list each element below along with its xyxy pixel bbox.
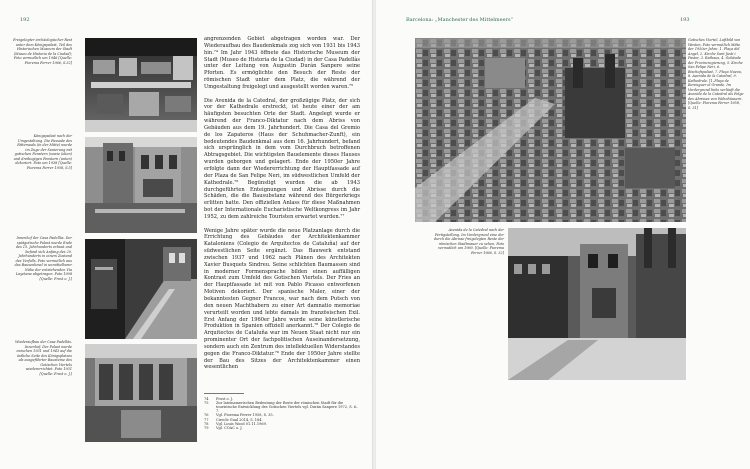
footnote-item: 74 Frost o. J. (204, 396, 234, 401)
caption-avenida: Avenida de la Catedral nach der Fertigstellung. Im Vordergrund eine der durch die Abrisse freigelegten Reste der römischen Stadtmauer zu sehen. Foto vermutlich um 1960. [Quelle: Fiorema Ferrer 1966, S. 32] (434, 228, 504, 255)
photo-reconstruction-courtyard (85, 344, 197, 442)
footnote-item: 78 Vgl. Louis Wood 01.11.1969. (204, 421, 267, 426)
caption-3: Innenhof der Casa Padellàs. Der spätgotische Palast wurde Ende des 15. Jahrhunderts erbaut und befand sich Anfang des 20. Jahrhunderts in einem Zustand des Verfalls. Foto vermutlich aus das Bausenkmal in unmittelbarer Nähe der entstehenden Via Layetana abgetragen. Foto 1908 [Quelle: Frost o. J.] (14, 236, 72, 281)
left-page (0, 0, 374, 469)
caption-aerial: Gotisches Viertel, Luftbild von Westen, Foto vermutlich Mitte der 1950er Jahre. 1. Plaça del Angel, 2. Kirche Sant Justi i Pastor, 3. Rathaus, 4. Gebäude der Provinzregierung, 5. Kirche San Felipe Neri, 6. Bischofspalast, 7. Plaça Nueva, 8. Avenida de la Catedral, 9. Kathedrale. [1–Plaça de Berenguer el Grande. Im Vordergrund links verläuft die Avenida de la Catedral als Folge des Abrisses von Wohnhäusern. [Quelle: Fiorema Ferrer 1958, S. 31] (688, 38, 744, 110)
body-text (204, 36, 360, 371)
photo-royal-palace (85, 137, 197, 233)
right-folio: 193 (680, 17, 690, 23)
body-paragraph-2: Die Avenida de la Catedral, der großzügige Platz, der sich vor der Kathedrale erstreckt, ist heute einer der am häufigsten besuchten Orte der Stadt. Angelegt wurde er während der Franco-Diktatur nach dem Abriss von Gebäuden aus dem 19. Jahrhundert. Die Casa del Gremio de los Zapateros (Haus der Schuhmacher-Zunft), ein bedeutendes Baudenkmal aus dem 16. Jahrhundert, befand sich ursprünglich in dem vom Durchbruch betroffenen Abtragsgebiet. Die wichtigsten Bauelemente dieses Hauses wurden geborgen und gelagert. Ende der 1950er Jahre erfolgte dann der Wiedererrichtung der Hauptfassade auf der Plaza de San Felipe Neri, im südwestlichen Umfeld der Kathedrale.⁷⁶ Begünstigt wurden die ab 1943 durchgeführten Enteignungen und Abrisse durch die Schäden, die die Bausubstanz während des Bürgerkriegs erlitten hatte. Den offiziellen Anlass für diese Maßnahmen bot der Internationale Eucharistische Weltkongress im Jahr 1952, zu dem zahlreiche Touristen erwartet wurden.⁷⁷ (204, 97, 360, 220)
body-paragraph-3: Wenige Jahre später wurde die neue Platzanlage durch die Errichtung des Gebäudes der Architektenkammer Kataloniens (Colegio de Arquitectos de Cataluña) auf der südwestlichen Seite ergänzt. Das Bauwerk entstand zwischen 1937 und 1962 nach Plänen des Architekten Xavier Busquets Sindreu. Seine schlichten Baumassen sind in moderner Formensprache bilden einen auffälligen Kontrast zum Umfeld des Gotischen Viertels. Der Fries an der Hauptfassade ist mit von Pablo Picasso entworfenen Motiven dekoriert. Der spanische Maler, einer der bekanntesten Gegner Francos, war nach dem Putsch von den neuen Machthabern zu einer Art damnatio memoriae verurteilt worden und lebte damals im französischen Exil. Erst Anfang der 1960er Jahre wurde seine künstlerische Produktion in Spanien offiziell anerkannt.⁷⁸ Der Colegio de Arquitectos de Cataluña war im Neuen Staat nicht nur ein prominenter Ort der fachpolitischen Auseinandersetzung, sondern auch ein Zentrum des intellektuellen Widerstandes gegen die Franco-Diktatur.⁷⁹ Ende der 1950er Jahre stellte der Bau des Sitzes der Architektenkammer einen wesentlichen (204, 227, 360, 371)
footnote-item: 79 Vgl. COAC o. J. (204, 426, 243, 431)
running-head: Barcelona: „Manchester des Mittelmeers“ (406, 17, 514, 23)
footnote-item: 76 Vgl. Fiorema Ferrer 1958, S. 35. (204, 413, 274, 418)
footnote-rule (204, 393, 244, 394)
footnotes (204, 393, 360, 430)
caption-2: Königspalast nach der Umgestaltung. Die Fassade des Rittersaals (in der Mitte) wurde im Zuge der Sanierung mit gotischen Fenstern (sowie (oben) und dreibogigen Fenstern (unten) dekoriert. Foto um 1938 [Quelle: Fiorema Ferrer 1958, S.5] (13, 134, 72, 170)
left-folio: 192 (20, 17, 30, 23)
photo-aerial-gothic-quarter (415, 38, 686, 222)
footnote-item: 77 Cirecle Gual 2014, S. 184. (204, 417, 263, 422)
footnote-item: 75 Zur lateinamerischen Bedeutung der Reste der römischen Stadt für die touristische Entwicklung des Gotischen Viertels vgl. Durán Sanpere 1972, S. 6–7. (204, 400, 358, 414)
body-paragraph-1: angrenzenden Gebiet abgetragen worden war. Der Wiederaufbau des Baudenkmals zog sich von 1931 bis 1943 hin.⁷⁴ Im Jahr 1943 öffnete das Historische Museum der Stadt (Museo de Historia de la Ciudad) in der Casa Padellàs unter der Leitung von Augustin Durán Sanpere seine Pforten. Es ermöglichte den Besuch der Reste der römischen Stadt unter dem Platz, die während der Umgestaltung freigelegt und ausgestellt worden waren.⁷⁵ (204, 36, 360, 90)
photo-avenida-catedral (508, 228, 686, 380)
caption-4: Wiederaufbau der Casa Padellàs. Innenhof. Der Palast wurde zwischen 1931 und 1943 auf die östliche Seite des Königsplatzes als ausgeführter Bausteine des Gotischen Viertels wiedererrichtet. Foto 1931 [Quelle: Frost o. J.] (15, 340, 72, 376)
caption-1: Freigelegter archäologischer Rest unter dem Königspalast, Teil des Historischen Museum der Stadt (Museo de Historia de la Ciudad); Foto vermutlich um 1946 [Quelle: Fiorema Ferrer 1966, S.32] (13, 38, 72, 65)
right-page (376, 0, 750, 469)
photo-archaeological-remains (85, 38, 197, 132)
photo-courtyard-padellas (85, 239, 197, 339)
